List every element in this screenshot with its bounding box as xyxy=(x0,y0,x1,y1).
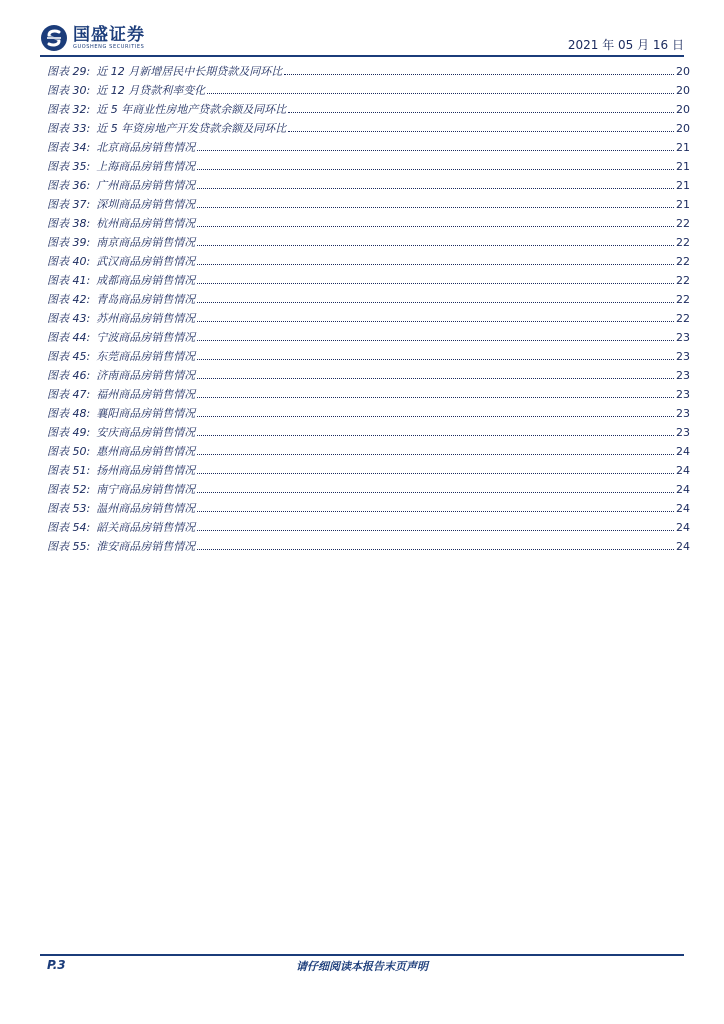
toc-entry-title: 宁波商品房销售情况 xyxy=(96,331,196,344)
toc-entry-label: 图表 49: xyxy=(47,426,91,439)
toc-entry[interactable] xyxy=(47,120,690,139)
toc-entry-page: 20 xyxy=(676,122,690,135)
toc-entry-title: 近 12 月新增居民中长期贷款及同环比 xyxy=(96,65,283,78)
toc-entry-page: 23 xyxy=(676,331,690,344)
toc-entry-page: 23 xyxy=(676,407,690,420)
toc-entry-label: 图表 47: xyxy=(47,388,91,401)
toc-entry-page: 22 xyxy=(676,293,690,306)
toc-entry-title: 杭州商品房销售情况 xyxy=(96,217,196,230)
toc-entry-page: 24 xyxy=(676,540,690,553)
toc-entry-page: 23 xyxy=(676,388,690,401)
toc-entry-page: 21 xyxy=(676,179,690,192)
company-logo xyxy=(40,24,145,52)
toc-entry-label: 图表 40: xyxy=(47,255,91,268)
toc-entry[interactable] xyxy=(47,215,690,234)
toc-entry[interactable] xyxy=(47,291,690,310)
toc-entry[interactable] xyxy=(47,101,690,120)
toc-entry-title: 襄阳商品房销售情况 xyxy=(96,407,196,420)
toc-entry-label: 图表 55: xyxy=(47,540,91,553)
toc-entry-label: 图表 44: xyxy=(47,331,91,344)
toc-entry[interactable] xyxy=(47,234,690,253)
toc-entry[interactable] xyxy=(47,500,690,519)
toc-entry-title: 南京商品房销售情况 xyxy=(96,236,196,249)
toc-entry-label: 图表 54: xyxy=(47,521,91,534)
toc-entry-label: 图表 41: xyxy=(47,274,91,287)
toc-entry-label: 图表 35: xyxy=(47,160,91,173)
toc-entry-title: 韶关商品房销售情况 xyxy=(96,521,196,534)
toc-entry[interactable] xyxy=(47,82,690,101)
toc-leader-dots xyxy=(197,434,674,436)
toc-entry-label: 图表 32: xyxy=(47,103,91,116)
toc-entry[interactable] xyxy=(47,367,690,386)
toc-entry-page: 23 xyxy=(676,350,690,363)
toc-entry-label: 图表 43: xyxy=(47,312,91,325)
toc-entry-page: 21 xyxy=(676,160,690,173)
toc-leader-dots xyxy=(197,396,674,398)
toc-entry[interactable] xyxy=(47,196,690,215)
toc-entry-page: 21 xyxy=(676,141,690,154)
toc-entry-page: 22 xyxy=(676,312,690,325)
toc-entry-label: 图表 45: xyxy=(47,350,91,363)
toc-leader-dots xyxy=(197,510,674,512)
toc-leader-dots xyxy=(197,472,674,474)
toc-entry-title: 东莞商品房销售情况 xyxy=(96,350,196,363)
toc-entry-label: 图表 51: xyxy=(47,464,91,477)
toc-entry-title: 广州商品房销售情况 xyxy=(96,179,196,192)
toc-leader-dots xyxy=(197,491,674,493)
toc-entry-title: 扬州商品房销售情况 xyxy=(96,464,196,477)
toc-entry[interactable] xyxy=(47,310,690,329)
toc-entry[interactable] xyxy=(47,139,690,158)
toc-leader-dots xyxy=(197,358,674,360)
toc-leader-dots xyxy=(284,73,674,75)
toc-leader-dots xyxy=(197,339,674,341)
toc-entry[interactable] xyxy=(47,538,690,557)
toc-entry[interactable] xyxy=(47,63,690,82)
toc-leader-dots xyxy=(197,529,674,531)
toc-entry-title: 苏州商品房销售情况 xyxy=(96,312,196,325)
toc-entry-label: 图表 37: xyxy=(47,198,91,211)
toc-entry[interactable] xyxy=(47,462,690,481)
toc-entry[interactable] xyxy=(47,424,690,443)
toc-entry-page: 24 xyxy=(676,464,690,477)
toc-entry-label: 图表 30: xyxy=(47,84,91,97)
toc-leader-dots xyxy=(288,111,674,113)
toc-leader-dots xyxy=(197,168,674,170)
page-header xyxy=(0,0,724,60)
toc-leader-dots xyxy=(288,130,674,132)
toc-entry-title: 近 12 月贷款利率变化 xyxy=(96,84,206,97)
toc-entry-title: 上海商品房销售情况 xyxy=(96,160,196,173)
toc-entry-page: 23 xyxy=(676,426,690,439)
toc-entry-title: 深圳商品房销售情况 xyxy=(96,198,196,211)
toc-leader-dots xyxy=(197,415,674,417)
toc-entry-title: 安庆商品房销售情况 xyxy=(96,426,196,439)
toc-entry[interactable] xyxy=(47,253,690,272)
toc-entry-title: 成都商品房销售情况 xyxy=(96,274,196,287)
report-date: 2021 年 05 月 16 日 xyxy=(567,38,684,52)
toc-entry-page: 20 xyxy=(676,103,690,116)
toc-entry-label: 图表 36: xyxy=(47,179,91,192)
toc-entry-label: 图表 53: xyxy=(47,502,91,515)
toc-entry-page: 22 xyxy=(676,274,690,287)
toc-leader-dots xyxy=(197,187,674,189)
toc-entry-title: 北京商品房销售情况 xyxy=(96,141,196,154)
toc-leader-dots xyxy=(207,92,674,94)
toc-entry[interactable] xyxy=(47,329,690,348)
toc-entry[interactable] xyxy=(47,158,690,177)
toc-entry-label: 图表 50: xyxy=(47,445,91,458)
toc-entry-label: 图表 39: xyxy=(47,236,91,249)
page-number: P.3 xyxy=(47,958,66,972)
toc-leader-dots xyxy=(197,244,674,246)
toc-entry-page: 21 xyxy=(676,198,690,211)
toc-entry-page: 24 xyxy=(676,502,690,515)
toc-leader-dots xyxy=(197,149,674,151)
toc-entry-label: 图表 34: xyxy=(47,141,91,154)
toc-leader-dots xyxy=(197,377,674,379)
toc-entry-label: 图表 42: xyxy=(47,293,91,306)
toc-entry-label: 图表 29: xyxy=(47,65,91,78)
toc-entry-title: 惠州商品房销售情况 xyxy=(96,445,196,458)
toc-entry-label: 图表 33: xyxy=(47,122,91,135)
toc-entry-title: 淮安商品房销售情况 xyxy=(96,540,196,553)
toc-entry[interactable] xyxy=(47,405,690,424)
toc-entry-page: 20 xyxy=(676,84,690,97)
footer-disclaimer: 请仔细阅读本报告末页声明 xyxy=(296,960,428,973)
toc-entry-title: 南宁商品房销售情况 xyxy=(96,483,196,496)
toc-entry-page: 23 xyxy=(676,369,690,382)
toc-entry-title: 济南商品房销售情况 xyxy=(96,369,196,382)
guosheng-logo-icon xyxy=(40,24,68,52)
toc-entry[interactable] xyxy=(47,386,690,405)
toc-entry-title: 温州商品房销售情况 xyxy=(96,502,196,515)
toc-entry-title: 近 5 年商业性房地产贷款余额及同环比 xyxy=(96,103,287,116)
toc-entry-label: 图表 48: xyxy=(47,407,91,420)
toc-entry[interactable] xyxy=(47,177,690,196)
toc-entry-page: 22 xyxy=(676,255,690,268)
toc-entry[interactable] xyxy=(47,443,690,462)
toc-entry[interactable] xyxy=(47,348,690,367)
toc-leader-dots xyxy=(197,548,674,550)
toc-entry-page: 20 xyxy=(676,65,690,78)
toc-entry-page: 24 xyxy=(676,483,690,496)
header-divider xyxy=(40,55,684,57)
toc-leader-dots xyxy=(197,301,674,303)
footer-divider xyxy=(40,954,684,956)
logo-name: 国盛证券 xyxy=(73,25,145,45)
logo-subtitle: GUOSHENG SECURITIES xyxy=(73,44,145,50)
toc-leader-dots xyxy=(197,263,674,265)
figure-table-of-contents xyxy=(47,63,690,557)
toc-entry-page: 24 xyxy=(676,521,690,534)
toc-entry-page: 24 xyxy=(676,445,690,458)
toc-entry-label: 图表 46: xyxy=(47,369,91,382)
toc-entry-label: 图表 52: xyxy=(47,483,91,496)
toc-leader-dots xyxy=(197,225,674,227)
toc-entry-title: 武汉商品房销售情况 xyxy=(96,255,196,268)
toc-entry-page: 22 xyxy=(676,217,690,230)
toc-entry[interactable] xyxy=(47,481,690,500)
toc-entry-page: 22 xyxy=(676,236,690,249)
toc-entry-title: 福州商品房销售情况 xyxy=(96,388,196,401)
toc-leader-dots xyxy=(197,282,674,284)
toc-leader-dots xyxy=(197,206,674,208)
toc-leader-dots xyxy=(197,320,674,322)
toc-entry[interactable] xyxy=(47,519,690,538)
toc-entry-title: 青岛商品房销售情况 xyxy=(96,293,196,306)
toc-entry-title: 近 5 年资房地产开发贷款余额及同环比 xyxy=(96,122,287,135)
toc-entry[interactable] xyxy=(47,272,690,291)
toc-entry-label: 图表 38: xyxy=(47,217,91,230)
toc-leader-dots xyxy=(197,453,674,455)
